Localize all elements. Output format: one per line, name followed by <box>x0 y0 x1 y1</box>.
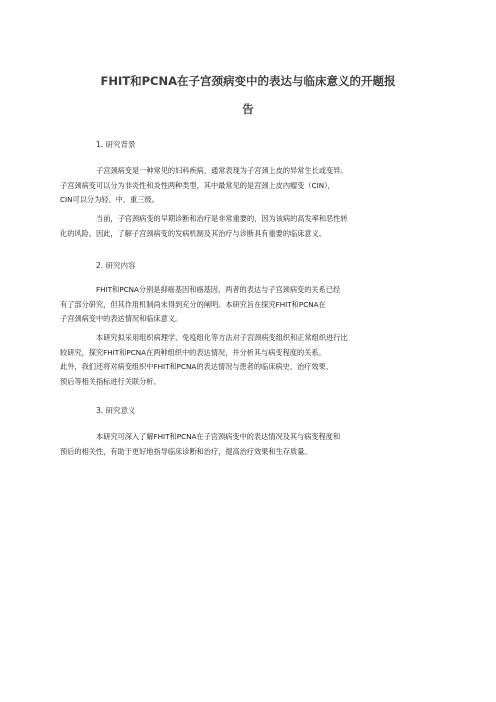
paragraph-content-1 <box>60 283 440 327</box>
paragraph-background-1 <box>60 164 440 208</box>
paragraph-content-2 <box>60 331 440 389</box>
paragraph-line: 子宫颈病变可以分为非炎性和炎性两种类型，其中最常见的是宫颈上皮内瘤变（CIN）， <box>60 180 335 190</box>
paragraph-line: 有了部分研究，但其作用机制尚未得到充分的阐明。本研究旨在探究FHIT和PCNA在 <box>60 299 326 309</box>
paragraph-line: 此外，我们还将对病变组织中FHIT和PCNA的表达情况与患者的临床病史、治疗效果、 <box>60 362 333 372</box>
paragraph-line: 预后的相关性，有助于更好地指导临床诊断和治疗，提高治疗效果和生存质量。 <box>60 446 312 456</box>
section-heading-content: 2. 研究内容 <box>96 261 136 270</box>
document-title-line-2: 告 <box>242 102 254 116</box>
paragraph-line: 预后等相关指标进行关联分析。 <box>60 376 161 386</box>
paragraph-line: 较研究，探究FHIT和PCNA在两种组织中的表达情况，并分析其与病变程度的关系。 <box>60 347 326 357</box>
paragraph-line: 本研究拟采用组织病理学、免疫组化等方法对子宫颈病变组织和正常组织进行比 <box>96 333 348 342</box>
paragraph-background-2 <box>60 212 440 241</box>
document-title-line-1: FHIT和PCNA在子宫颈病变中的表达与临床意义的开题报 <box>100 74 396 88</box>
paragraph-line: 子宫颈病变中的表达情况和临床意义。 <box>60 314 183 324</box>
paragraph-line: 化的风险。因此，了解子宫颈病变的发病机制及其治疗与诊断具有重要的临床意义。 <box>60 228 326 238</box>
paragraph-line: 子宫颈病变是一种常见的妇科疾病，通常表现为子宫颈上皮的异常生长或变异。 <box>96 166 348 175</box>
section-heading-background: 1. 研究背景 <box>96 140 136 149</box>
paragraph-line: 本研究可深入了解FHIT和PCNA在子宫颈病变中的表达情况及其与病变程度和 <box>96 432 341 441</box>
paragraph-line: CIN可以分为轻、中、重三级。 <box>60 195 159 205</box>
section-heading-significance: 3. 研究意义 <box>96 406 136 415</box>
paragraph-line: FHIT和PCNA分别是抑癌基因和癌基因，两者的表达与子宫颈病变的关系已经 <box>96 285 341 294</box>
paragraph-significance-1 <box>60 430 440 459</box>
paragraph-line: 当前，子宫颈病变的早期诊断和治疗是非常重要的，因为该病的高发率和恶性转 <box>96 214 348 223</box>
